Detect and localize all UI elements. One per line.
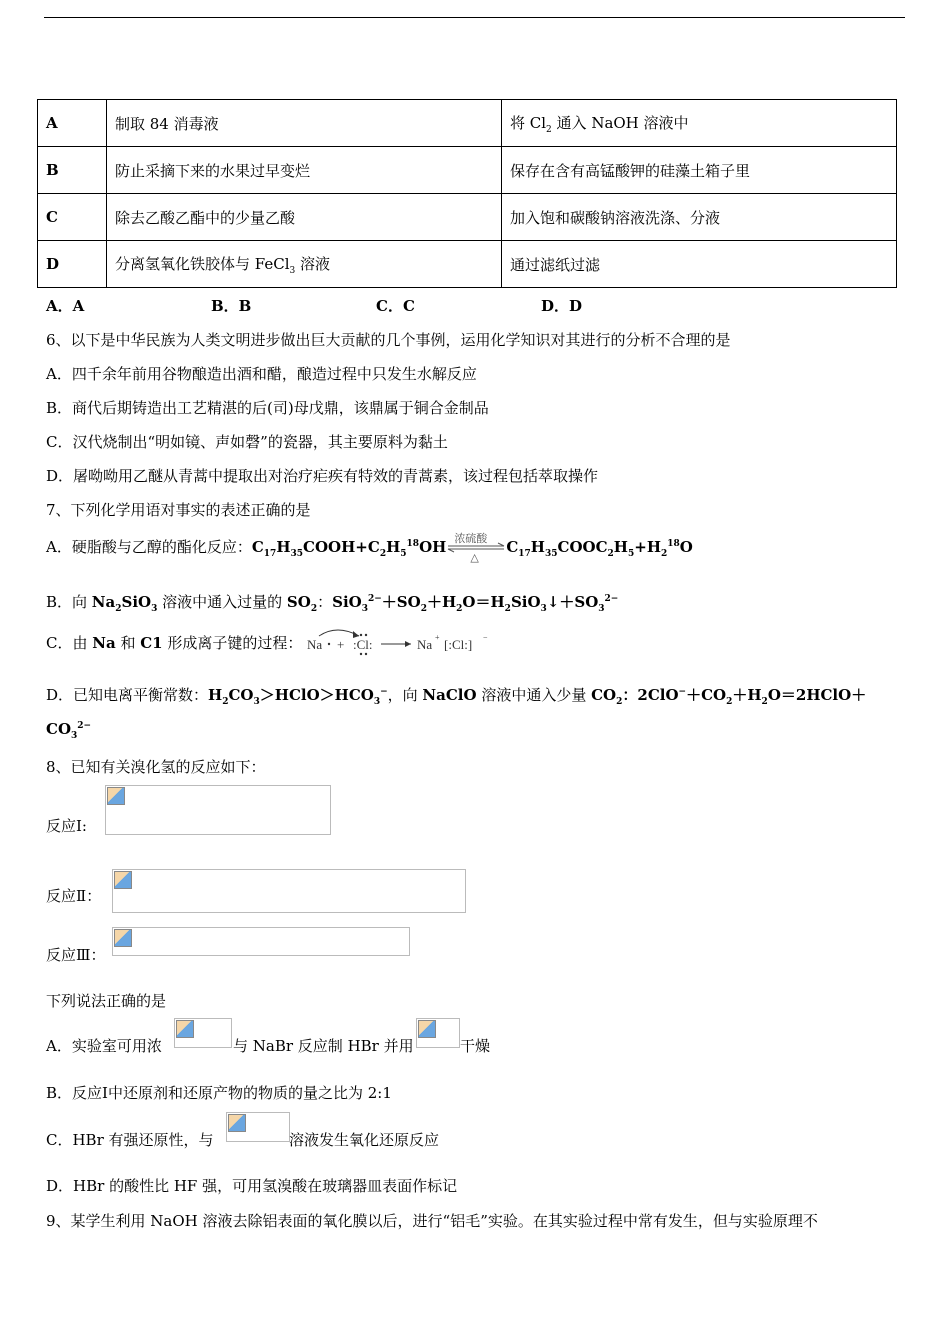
broken-image-icon: [228, 1114, 246, 1132]
q6-option-b: B．商代后期铸造出工艺精湛的后(司)母戊鼎，该鼎属于铜合金制品: [46, 399, 489, 417]
reaction-1-image: [105, 785, 331, 835]
row-purpose: 分离氢氧化铁胶体与 FeCl$_3$ 溶液: [107, 241, 502, 288]
q7-stem: 7、下列化学用语对事实的表述正确的是: [46, 501, 311, 519]
reagent-image: [174, 1018, 232, 1048]
q7-a-prefix: A．硬脂酸与乙醇的酯化反应：: [46, 538, 252, 556]
q7-option-c: [46, 628, 492, 656]
row-purpose: 防止采摘下来的水果过早变烂: [107, 147, 502, 194]
q6-option-c: C．汉代烧制出“明如镜、声如磬”的瓷器，其主要原料为黏土: [46, 433, 448, 451]
ionic-bond-formation-icon: [307, 628, 492, 656]
q7-b-equation: $SiO_3^{2-}+SO_2+H_2O=H_2SiO_3↓+SO_3^{2-}$: [332, 593, 619, 614]
reaction-3-label: 反应Ⅲ：: [46, 946, 106, 964]
options-table: [37, 99, 897, 288]
row-letter: B: [38, 147, 107, 194]
q7-option-b: [46, 591, 618, 614]
row-letter: A: [38, 100, 107, 147]
header-rule: [44, 17, 905, 18]
q5-options: [46, 295, 582, 316]
q7-c-prefix: C．由 Na 和 C1 形成离子键的过程：: [46, 633, 303, 652]
broken-image-icon: [114, 929, 132, 947]
row-method: 保存在含有高锰酸钾的硅藻土箱子里: [502, 147, 897, 194]
row-letter: C: [38, 194, 107, 241]
table-row: [38, 194, 897, 241]
row-method: 通过滤纸过滤: [502, 241, 897, 288]
svg-text:Na: Na: [307, 637, 323, 652]
reaction-2-label: 反应Ⅱ：: [46, 887, 102, 905]
q6-option-a: A．四千余年前用谷物酿造出酒和醋，酿造过程中只发生水解反应: [46, 365, 477, 383]
svg-text:[:Cl:]: [:Cl:]: [444, 637, 473, 652]
q7-a-products: $C_{17}H_{35}COOC_2H_5+H_2^{18}O$: [506, 538, 693, 559]
q5-option-d: D．D: [541, 297, 583, 315]
svg-text:+: +: [337, 637, 345, 652]
q8-c-text-2: 溶液发生氧化还原反应: [289, 1131, 440, 1149]
solution-image: [226, 1112, 290, 1142]
row-purpose: 除去乙酸乙酯中的少量乙酸: [107, 194, 502, 241]
q7-option-d: D．已知电离平衡常数：$H_2CO_3>HClO>HCO_3^-$，向 NaClO 溶液中通入少量 $CO_2$：$2ClO^-+CO_2+H_2O=2HClO+$: [46, 686, 867, 707]
broken-image-icon: [176, 1020, 194, 1038]
q5-option-b: B．B: [211, 297, 252, 315]
broken-image-icon: [114, 871, 132, 889]
arrow-condition-bottom: △: [470, 551, 479, 564]
q7-a-reactants: $C_{17}H_{35}COOH+C_2H_5^{18}OH$: [251, 538, 447, 559]
reaction-1-label: 反应Ⅰ:: [46, 817, 87, 835]
arrow-condition-top: 浓硫酸: [454, 532, 488, 545]
reversible-arrow-icon: [446, 532, 506, 564]
q7-b-prefix: B．向 $Na_2SiO_3$ 溶液中通入过量的 $SO_2$：: [46, 593, 333, 614]
svg-text:+: +: [435, 633, 440, 642]
q6-option-d: D．屠呦呦用乙醚从青蒿中提取出对治疗疟疾有特效的青蒿素，该过程包括萃取操作: [46, 467, 599, 485]
q7-option-d-cont: $CO_3^{2-}$: [46, 720, 92, 741]
reaction-2-image: [112, 869, 466, 913]
q8-a-text-2: 与 NaBr 反应制 HBr 并用: [233, 1037, 414, 1055]
reaction-3-image: [112, 927, 410, 956]
drying-agent-image: [416, 1018, 460, 1048]
q8-a-text-3: 干燥: [460, 1037, 491, 1055]
q5-option-a: A．A: [46, 297, 85, 315]
q5-option-c: C．C: [376, 297, 415, 315]
row-method: 将 $Cl_2$ 通入 NaOH 溶液中: [502, 100, 897, 147]
q8-a-text-1: A．实验室可用浓: [46, 1037, 162, 1055]
q9-stem: 9、某学生利用 NaOH 溶液去除铝表面的氧化膜以后，进行“铝毛”实验。在其实验过程中常有发生，但与实验原理不: [46, 1212, 818, 1230]
row-method: 加入饱和碳酸钠溶液洗涤、分液: [502, 194, 897, 241]
q8-stem: 8、已知有关溴化氢的反应如下：: [46, 758, 266, 776]
table-row: [38, 241, 897, 288]
q7-option-a: [46, 532, 693, 564]
row-purpose: 制取 84 消毒液: [107, 100, 502, 147]
q6-stem: 6、以下是中华民族为人类文明进步做出巨大贡献的几个事例，运用化学知识对其进行的分析不合理的是: [46, 331, 731, 349]
svg-text::Cl:: :Cl:: [353, 637, 373, 652]
q8-c-text-1: C．HBr 有强还原性，与: [46, 1131, 214, 1149]
broken-image-icon: [107, 787, 125, 805]
table-row: [38, 100, 897, 147]
row-letter: D: [38, 241, 107, 288]
q8-option-d: D．HBr 的酸性比 HF 强，可用氢溴酸在玻璃器皿表面作标记: [46, 1177, 458, 1195]
svg-text:Na: Na: [417, 637, 433, 652]
q8-lead: 下列说法正确的是: [46, 992, 167, 1010]
svg-text:−: −: [483, 633, 488, 642]
q8-option-b: B．反应Ⅰ中还原剂和还原产物的物质的量之比为 2:1: [46, 1084, 392, 1102]
table-row: [38, 147, 897, 194]
broken-image-icon: [418, 1020, 436, 1038]
